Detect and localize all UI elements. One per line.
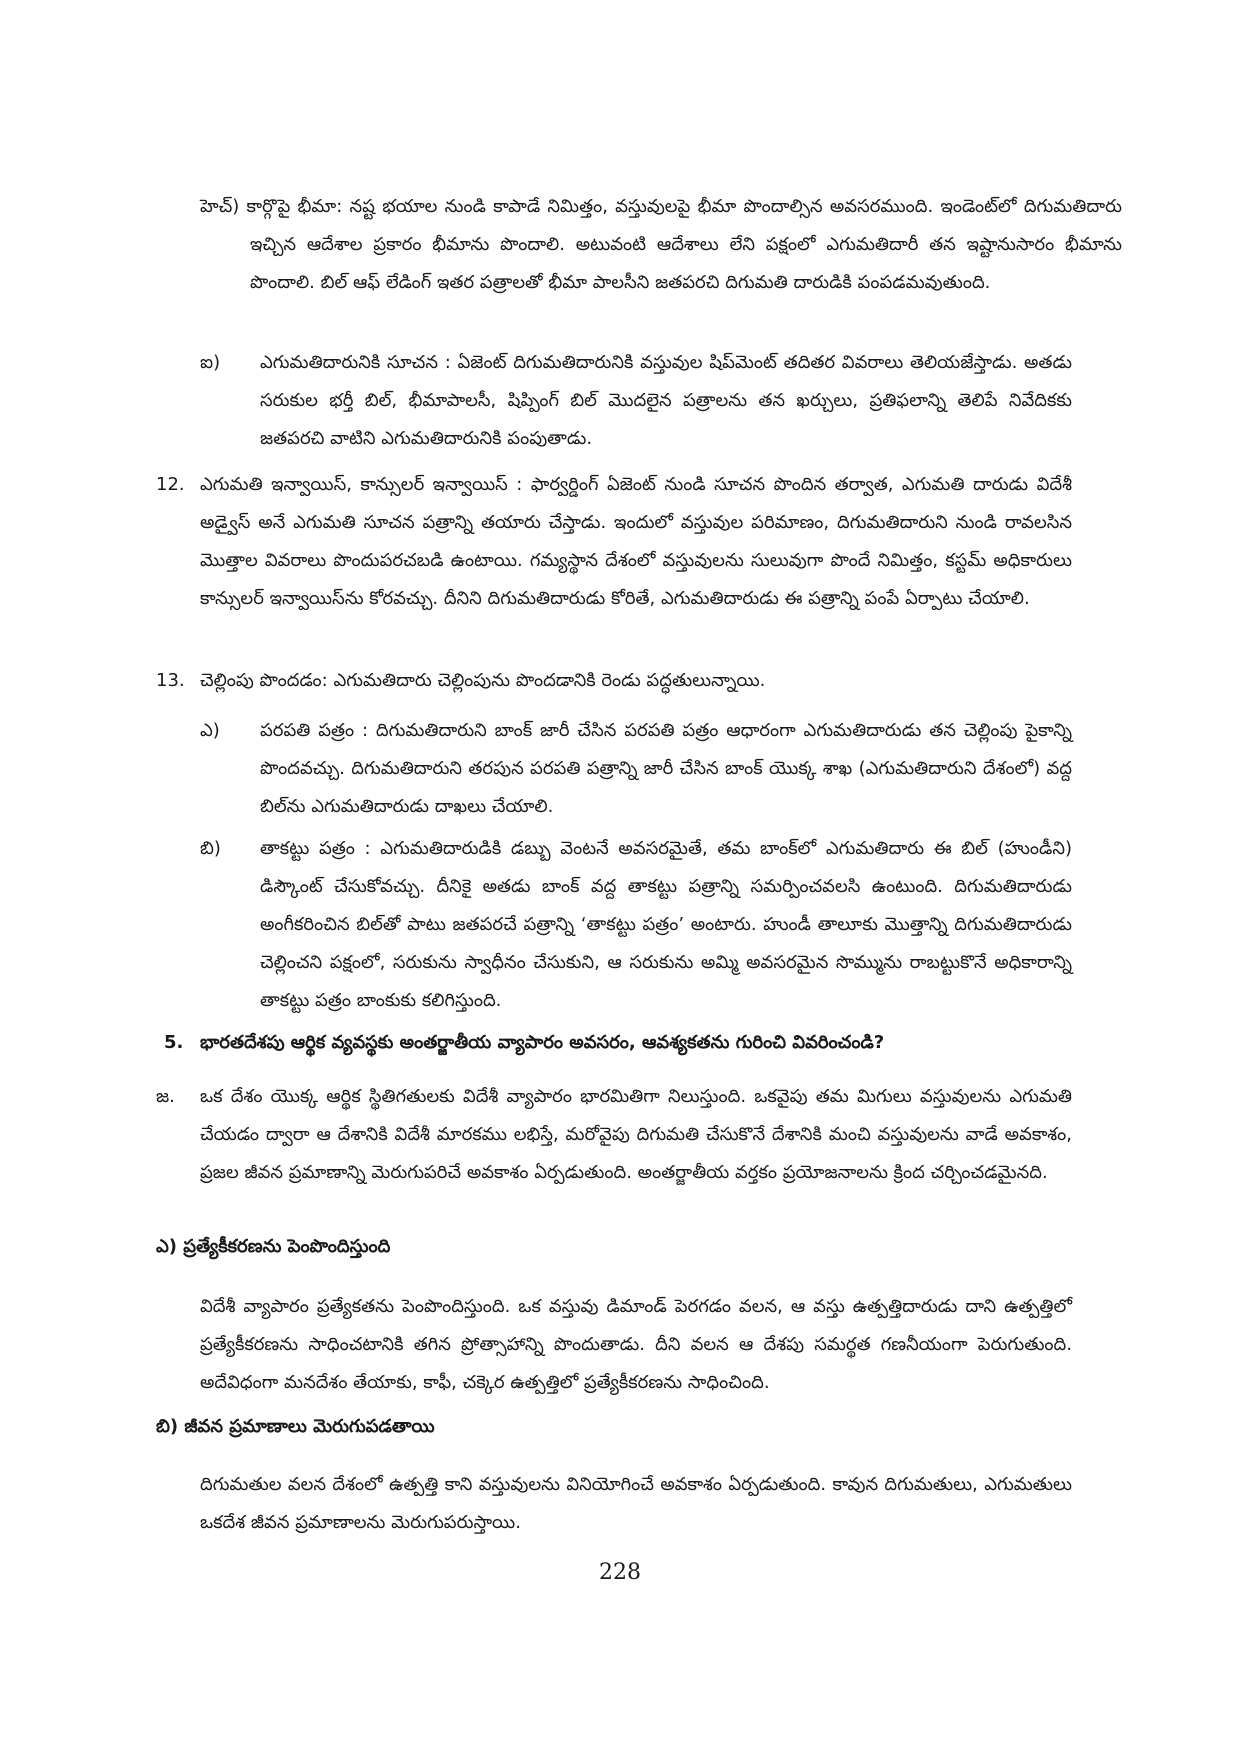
- question-number: 5.: [164, 1032, 184, 1053]
- point-12-marker: 12.: [156, 474, 185, 495]
- item-a-marker: ఎ): [200, 720, 220, 741]
- point-13-paragraph: చెల్లింపు పొందడం: ఎగుమతిదారు చెల్లింపును పొందడానికి రెండు పద్ధతులున్నాయి.: [200, 670, 766, 691]
- section-paragraph-specialisation: విదేశీ వ్యాపారం ప్రత్యేకతను పెంపొందిస్తుంది. ఒక వస్తువు డిమాండ్ పెరగడం వలన, ఆ వస్తు ఉత్పత్తిదారుడు దాని ఉత్పత్తిలో ప్రత్యేకీకరణను సాధించటానికి తగిన ప్రోత్సాహాన్ని పొందుతాడు. దీని వలన ఆ దేశపు సమర్థత గణనీయంగా పెరుగుతుంది. అదేవిధంగా మనదేశం తేయాకు, కాఫీ, చక్కెర ఉత్పత్తిలో ప్రత్యేకీకరణను సాధించింది.: [200, 1296, 1072, 1393]
- section-heading-specialisation: ఎ) ప్రత్యేకీకరణను పెంపొందిస్తుంది: [156, 1236, 391, 1257]
- answer-paragraph: ఒక దేశం యొక్క ఆర్థిక స్థితిగతులకు విదేశీ వ్యాపారం భారమితిగా నిలుస్తుంది. ఒకవైపు తమ మిగులు వస్తువులను ఎగుమతి చేయడం ద్వారా ఆ దేశానికి విదేశీ మారకము లభిస్తే, మరోవైపు దిగుమతి చేసుకొనే దేశానికి మంచి వస్తువులను వాడే అవకాశం, ప్రజల జీవన ప్రమాణాన్ని మెరుగుపరిచే అవకాశం ఏర్పడుతుంది. అంతర్జాతీయ వర్తకం ప్రయోజనాలను క్రింద చర్చించడమైనది.: [200, 1086, 1072, 1183]
- page-number: 228: [599, 1560, 641, 1585]
- point-13-marker: 13.: [156, 670, 185, 691]
- item-a-paragraph: పరపతి పత్రం : దిగుమతిదారుని బాంక్ జారీ చేసిన పరపతి పత్రం ఆధారంగా ఎగుమతిదారుడు తన చెల్లింపు పైకాన్ని పొందవచ్చు. దిగుమతిదారుని తరపున పరపతి పత్రాన్ని జారీ చేసిన బాంక్ యొక్క శాఖ (ఎగుమతిదారుని దేశంలో) వద్ద బిల్‌ను ఎగుమతిదారుడు దాఖలు చేయాలి.: [260, 720, 1072, 817]
- answer-marker: జ.: [156, 1086, 175, 1107]
- item-i-paragraph: ఎగుమతిదారునికి సూచన : ఏజెంట్ దిగుమతిదారునికి వస్తువుల షిప్‌మెంట్ తదితర వివరాలు తెలియజేస్తాడు. అతడు సరుకుల భర్తీ బిల్, భీమాపాలసీ, షిప్పింగ్ బిల్ మొదలైన పత్రాలను తన ఖర్చులు, ప్రతిఫలాన్ని తెలిపే నివేదికకు జతపరచి వాటిని ఎగుమతిదారునికి పంపుతాడు.: [260, 352, 1072, 449]
- item-i-marker: ఐ): [200, 352, 221, 373]
- item-b-marker: బి): [200, 838, 221, 859]
- point-12-paragraph: ఎగుమతి ఇన్వాయిస్, కాన్సులర్ ఇన్వాయిస్ : ఫార్వర్డింగ్ ఏజెంట్ నుండి సూచన పొందిన తర్వాత, ఎగుమతి దారుడు విదేశీ అడ్వైస్ అనే ఎగుమతి సూచన పత్రాన్ని తయారు చేస్తాడు. ఇందులో వస్తువుల పరిమాణం, దిగుమతిదారుని నుండి రావలసిన మొత్తాల వివరాలు పొందుపరచబడి ఉంటాయి. గమ్యస్థాన దేశంలో వస్తువులను సులువుగా పొందే నిమిత్తం, కస్టమ్ అధికారులు కాన్సులర్ ఇన్వాయిస్‌ను కోరవచ్చు. దీనిని దిగుమతిదారుడు కోరితే, ఎగుమతిదారుడు ఈ పత్రాన్ని పంపే ఏర్పాటు చేయాలి.: [200, 474, 1072, 609]
- item-h-paragraph: హెచ్) కార్గొపై భీమా: నష్ట భయాల నుండి కాపాడే నిమిత్తం, వస్తువులపై భీమా పొందాల్సిన అవసరముంది. ఇండెంట్‌లో దిగుమతిదారు ఇచ్చిన ఆదేశాల ప్రకారం భీమాను పొందాలి. అటువంటి ఆదేశాలు లేని పక్షంలో ఎగుమతిదారీ తన ఇష్టానుసారం భీమాను పొందాలి. బిల్ ఆఫ్ లేడింగ్ ఇతర పత్రాలతో భీమా పాలసీని జతపరచి దిగుమతి దారుడికి పంపడమవుతుంది.: [200, 196, 1122, 293]
- question-text: భారతదేశపు ఆర్థిక వ్యవస్థకు అంతర్జాతీయ వ్యాపారం అవసరం, ఆవశ్యకతను గురించి వివరించండి?: [200, 1032, 885, 1053]
- item-b-paragraph: తాకట్టు పత్రం : ఎగుమతిదారుడికి డబ్బు వెంటనే అవసరమైతే, తమ బాంక్‌లో ఎగుమతిదారు ఈ బిల్ (హుండీని) డిస్కౌంట్ చేసుకోవచ్చు. దీనికై అతడు బాంక్ వద్ద తాకట్టు పత్రాన్ని సమర్పించవలసి ఉంటుంది. దిగుమతిదారుడు అంగీకరించిన బిల్‌తో పాటు జతపరచే పత్రాన్ని ‘తాకట్టు పత్రం’ అంటారు. హుండీ తాలూకు మొత్తాన్ని దిగుమతిదారుడు చెల్లించని పక్షంలో, సరుకును స్వాధీనం చేసుకుని, ఆ సరుకును అమ్మి అవసరమైన సొమ్మును రాబట్టుకొనే అధికారాన్ని తాకట్టు పత్రం బాంకుకు కలిగిస్తుంది.: [260, 838, 1072, 1011]
- section-paragraph-living-standards: దిగుమతుల వలన దేశంలో ఉత్పత్తి కాని వస్తువులను వినియోగించే అవకాశం ఏర్పడుతుంది. కావున దిగుమతులు, ఎగుమతులు ఒకదేశ జీవన ప్రమాణాలను మెరుగుపరుస్తాయి.: [200, 1474, 1072, 1533]
- section-heading-living-standards: బి) జీవన ప్రమాణాలు మెరుగుపడతాయి: [156, 1416, 435, 1437]
